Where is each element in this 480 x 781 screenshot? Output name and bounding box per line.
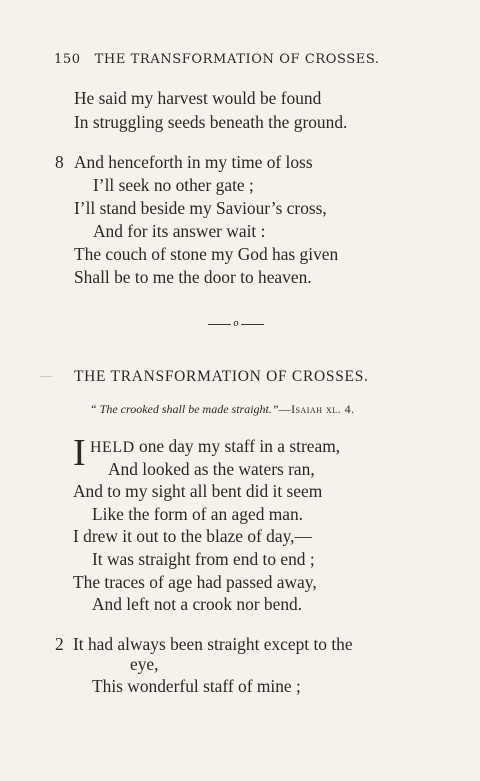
epigraph [90, 402, 355, 417]
verse-line-continuation: eye, [130, 654, 159, 674]
drop-cap: I [73, 432, 86, 474]
verse-line: The traces of age had passed away, [73, 572, 317, 592]
verse-line: Shall be to me the door to heaven. [74, 267, 312, 287]
verse-line: The couch of stone my God has given [74, 244, 339, 264]
verse-line: And henceforth in my time of loss [74, 152, 313, 172]
separator-glyph: o [233, 318, 239, 329]
verse-line: It was straight from end to end ; [92, 549, 315, 569]
verse-line-first [90, 436, 340, 457]
verse-line: And to my sight all bent did it seem [73, 481, 323, 501]
verse-line: Like the form of an aged man. [92, 504, 304, 524]
first-line-rest: one day my staff in a stream, [134, 436, 341, 456]
verse-line: And looked as the waters ran, [108, 459, 315, 479]
verse-line: I’ll seek no other gate ; [93, 175, 254, 195]
running-title: THE TRANSFORMATION OF CROSSES. [94, 52, 380, 67]
verse-line: I’ll stand beside my Saviour’s cross, [74, 198, 327, 218]
margin-mark [40, 376, 52, 377]
verse-line: It had always been straight except to the [73, 634, 353, 654]
stanza-number: 8 [55, 152, 64, 172]
verse-line: I drew it out to the blaze of day,— [73, 526, 312, 546]
poem-title: THE TRANSFORMATION OF CROSSES. [74, 368, 369, 385]
verse-line: In struggling seeds beneath the ground. [74, 112, 348, 132]
verse-line: And left not a crook nor bend. [92, 594, 303, 614]
verse-line: This wonderful staff of mine ; [92, 676, 301, 696]
first-word: HELD [90, 439, 135, 456]
verse-line: And for its answer wait : [93, 221, 266, 241]
epigraph-quote: “ The crooked shall be made straight.” [90, 402, 279, 416]
verse-line: He said my harvest would be found [74, 88, 322, 108]
running-head [54, 52, 384, 67]
page-number: 150 [54, 52, 81, 67]
section-separator [208, 318, 264, 330]
stanza-number: 2 [55, 634, 64, 654]
epigraph-source: —Isaiah xl. 4. [278, 402, 355, 416]
